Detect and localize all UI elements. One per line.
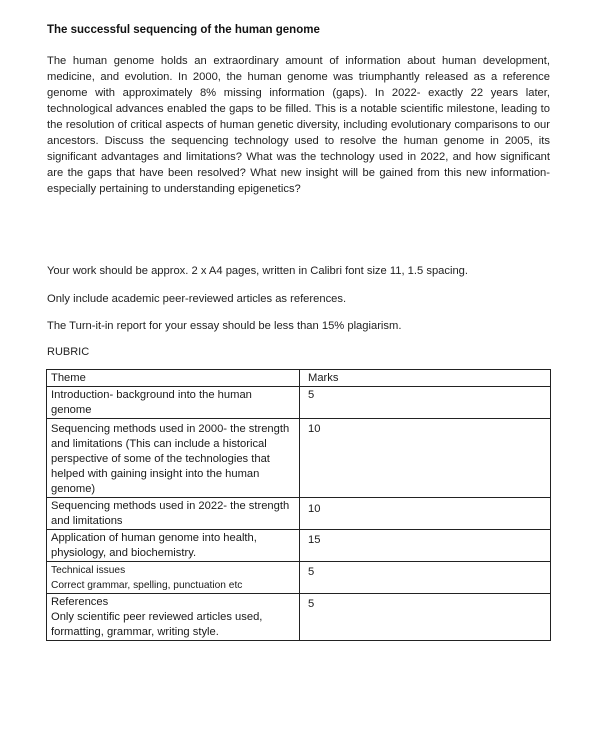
rubric-theme-title: References xyxy=(51,596,109,608)
rubric-marks: 5 xyxy=(300,594,551,641)
rubric-header-row xyxy=(47,370,551,387)
rubric-theme xyxy=(47,562,300,594)
rubric-marks: 15 xyxy=(300,530,551,562)
header-marks: Marks xyxy=(300,370,551,387)
rubric-theme: Introduction- background into the human genome xyxy=(47,387,300,419)
document-title: The successful sequencing of the human genome xyxy=(47,24,320,36)
rubric-marks: 10 xyxy=(300,498,551,530)
rubric-label: RUBRIC xyxy=(47,346,90,358)
rubric-row xyxy=(47,498,551,530)
instruction-plagiarism: The Turn-it-in report for your essay should be less than 15% plagiarism. xyxy=(47,320,402,332)
rubric-marks: 5 xyxy=(300,387,551,419)
rubric-theme-detail: Correct grammar, spelling, punctuation etc xyxy=(51,580,243,591)
rubric-row xyxy=(47,387,551,419)
rubric-row xyxy=(47,594,551,641)
rubric-row xyxy=(47,419,551,498)
rubric-theme-title: Technical issues xyxy=(51,565,126,576)
rubric-theme: Sequencing methods used in 2022- the strength and limitations xyxy=(47,498,300,530)
rubric-theme: Application of human genome into health, physiology, and biochemistry. xyxy=(47,530,300,562)
rubric-theme xyxy=(47,594,300,641)
rubric-theme-detail: Only scientific peer reviewed articles used, formatting, grammar, writing style. xyxy=(51,611,263,638)
header-theme: Theme xyxy=(47,370,300,387)
assignment-description: The human genome holds an extraordinary amount of information about human development, medicine, and evolution. In 2000, the human genome was triumphantly released as a reference genome with approximately 8% missing information (gaps). In 2022- exactly 22 years later, technological advances enabled the gaps to be filled. This is a notable scientific milestone, leading to the resolution of critical aspects of human genetic diversity, including evolutionary comparisons to our ancestors. Discuss the sequencing technology used to resolve the human genome in 2005, its significant advantages and limitations? What was the technology used in 2022, and how significant are the gaps that have been resolved? What new insight will be gained from this new information- especially pertaining to understanding epigenetics? xyxy=(47,55,550,195)
rubric-marks: 5 xyxy=(300,562,551,594)
rubric-theme: Sequencing methods used in 2000- the strength and limitations (This can include a historical perspective of some of the technologies that helped with gaining insight into the human genome) xyxy=(47,419,300,498)
rubric-marks: 10 xyxy=(300,419,551,498)
rubric-row xyxy=(47,562,551,594)
rubric-row xyxy=(47,530,551,562)
instruction-length: Your work should be approx. 2 x A4 pages, written in Calibri font size 11, 1.5 spacing. xyxy=(47,265,469,277)
rubric-table xyxy=(46,369,551,641)
instruction-references: Only include academic peer-reviewed articles as references. xyxy=(47,293,347,305)
